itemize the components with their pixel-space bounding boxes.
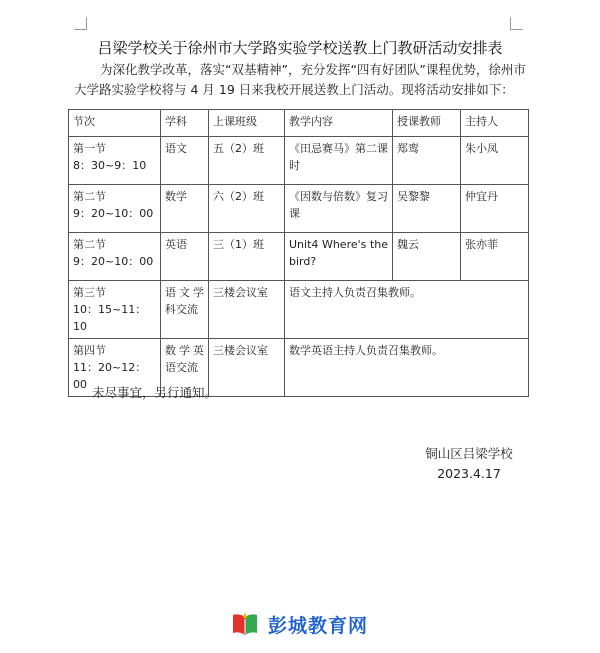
host-cell: 朱小凤 [461,137,529,185]
host-cell: 仲宜丹 [461,185,529,233]
table-row [69,233,529,281]
period-time: 10：15~11：10 [73,303,147,333]
subject-cell: 语文 [161,137,209,185]
content-cell [285,233,393,281]
header-subject: 学科 [161,110,209,137]
teacher-cell: 郑鸾 [393,137,461,185]
teacher-cell: 魏云 [393,233,461,281]
header-period: 节次 [69,110,161,137]
header-host: 主持人 [461,110,529,137]
signature-block [414,444,524,484]
header-content: 教学内容 [285,110,393,137]
table-row [69,185,529,233]
page-corner-mark-right [510,17,523,30]
period-label: 第四节 [73,344,106,357]
signature-date: 2023.4.17 [437,466,501,481]
content-cell: 《因数与倍数》复习课 [285,185,393,233]
period-cell [69,185,161,233]
table-header-row [69,110,529,137]
period-cell [69,281,161,339]
intro-paragraph: 为深化教学改革，落实“双基精神”，充分发挥“四有好团队”课程优势，徐州市大学路实验学校将与 4 月 19 日来我校开展送教上门活动。现将活动安排如下： [74,62,526,97]
logo-text: 彭城教育网 [268,614,369,637]
subject-cell: 英语 [161,233,209,281]
period-label: 第一节 [73,142,106,155]
merged-content-cell: 数学英语主持人负责召集教师。 [285,339,529,397]
content-line: bird? [289,255,317,268]
host-cell: 张亦菲 [461,233,529,281]
header-class: 上课班级 [209,110,285,137]
period-time: 9：20~10：00 [73,255,154,268]
table-row [69,137,529,185]
period-label: 第二节 [73,190,106,203]
class-cell: 五（2）班 [209,137,285,185]
page-corner-mark-left [74,17,87,30]
period-time: 9：20~10：00 [73,207,154,220]
class-cell: 三楼会议室 [209,339,285,397]
document-title: 吕梁学校关于徐州市大学路实验学校送教上门教研活动安排表 [97,39,503,57]
header-teacher: 授课教师 [393,110,461,137]
merged-content-cell: 语文主持人负责召集教师。 [285,281,529,339]
teacher-cell: 吴黎黎 [393,185,461,233]
period-label: 第三节 [73,286,106,299]
period-time: 11：20~12：00 [73,361,147,391]
site-logo [230,609,368,639]
content-line: Unit4 Where's the [289,238,388,251]
subject-line: 语交流 [165,361,198,374]
class-cell: 三楼会议室 [209,281,285,339]
subject-line: 数学英 [165,344,204,357]
table-row [69,281,529,339]
schedule-table [68,109,529,397]
subject-cell [161,281,209,339]
period-cell [69,137,161,185]
signature-org: 铜山区吕梁学校 [425,446,513,461]
period-label: 第二节 [73,238,106,251]
period-cell [69,233,161,281]
period-time: 8：30~9：10 [73,159,147,172]
closing-note: 未尽事宜，另行通知。 [92,385,218,400]
class-cell: 六（2）班 [209,185,285,233]
subject-line: 语文学 [165,286,204,299]
class-cell: 三（1）班 [209,233,285,281]
subject-cell: 数学 [161,185,209,233]
open-book-logo-icon [230,609,260,639]
subject-line: 科交流 [165,303,198,316]
content-cell: 《田忌赛马》第二课时 [285,137,393,185]
